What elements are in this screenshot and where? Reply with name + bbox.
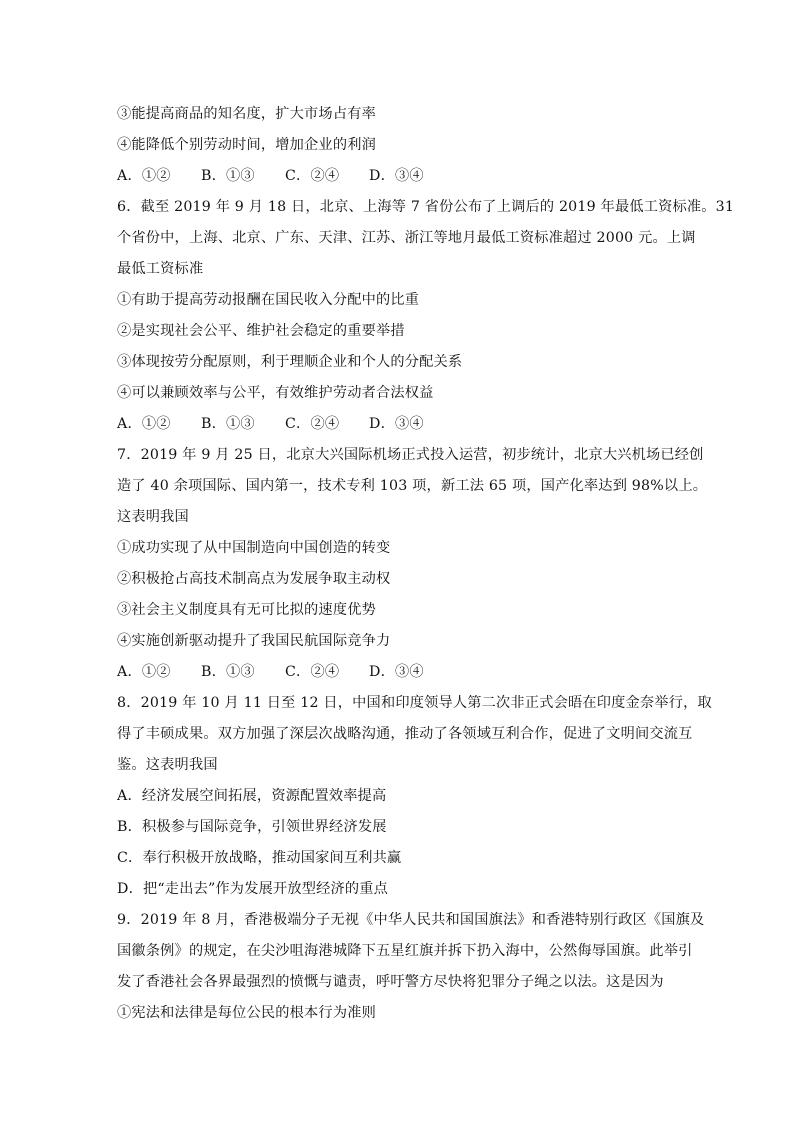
q8-option-b: B．积极参与国际竞争，引领世界经济发展 bbox=[117, 819, 387, 835]
q7-option-b: B．①③ bbox=[201, 664, 255, 680]
q6-option-c: C．②④ bbox=[285, 416, 340, 432]
q8-option-a: A．经济发展空间拓展，资源配置效率提高 bbox=[117, 788, 387, 804]
q7-option-c: C．②④ bbox=[285, 664, 340, 680]
q7-item3: ③社会主义制度具有无可比拟的速度优势 bbox=[117, 602, 376, 618]
q9-stem-line3: 发了香港社会各界最强烈的愤慨与谴责，呼吁警方尽快将犯罪分子绳之以法。这是因为 bbox=[117, 974, 664, 990]
q5-option-a: A．①② bbox=[117, 168, 171, 184]
q9-item1: ①宪法和法律是每位公民的根本行为准则 bbox=[117, 1005, 376, 1021]
q7-stem-line1: 7．2019 年 9 月 25 日，北京大兴国际机场正式投入运营，初步统计，北京大兴机场已经创 bbox=[117, 447, 704, 463]
q8-option-c: C．奉行积极开放战略，推动国家间互利共赢 bbox=[117, 850, 402, 866]
q6-item3: ③体现按劳分配原则，利于理顺企业和个人的分配关系 bbox=[117, 354, 463, 370]
q7-options bbox=[117, 661, 424, 681]
q5-option-d: D．③④ bbox=[369, 168, 424, 184]
q5-option-c: C．②④ bbox=[285, 168, 340, 184]
q7-item1: ①成功实现了从中国制造向中国创造的转变 bbox=[117, 540, 391, 556]
q6-item2: ②是实现社会公平、维护社会稳定的重要举措 bbox=[117, 323, 405, 339]
q5-option-b: B．①③ bbox=[201, 168, 255, 184]
q6-option-b: B．①③ bbox=[201, 416, 255, 432]
q5-item3: ③能提高商品的知名度，扩大市场占有率 bbox=[117, 106, 376, 122]
q6-option-a: A．①② bbox=[117, 416, 171, 432]
q7-item4: ④实施创新驱动提升了我国民航国际竞争力 bbox=[117, 633, 391, 649]
q6-stem-line1: 6．截至 2019 年 9 月 18 日，北京、上海等 7 省份公布了上调后的 2019 年最低工资标准。31 bbox=[117, 199, 735, 215]
q5-item4: ④能降低个别劳动时间，增加企业的利润 bbox=[117, 137, 376, 153]
q6-item1: ①有助于提高劳动报酬在国民收入分配中的比重 bbox=[117, 292, 420, 308]
q6-options bbox=[117, 413, 424, 433]
q8-stem-line2: 得了丰硕成果。双方加强了深层次战略沟通，推动了各领域互利合作，促进了文明间交流互 bbox=[117, 726, 693, 742]
q7-stem-line3: 这表明我国 bbox=[117, 509, 189, 525]
q6-stem-line2: 个省份中，上海、北京、广东、天津、江苏、浙江等地月最低工资标准超过 2000 元。上调 bbox=[117, 230, 696, 246]
q7-item2: ②积极抢占高技术制高点为发展争取主动权 bbox=[117, 571, 391, 587]
q9-stem-line2: 国徽条例》的规定，在尖沙咀海港城降下五星红旗并拆下扔入海中，公然侮辱国旗。此举引 bbox=[117, 943, 693, 959]
q6-stem-line3: 最低工资标准 bbox=[117, 261, 204, 277]
q8-option-d: D．把“走出去”作为发展开放型经济的重点 bbox=[117, 881, 389, 897]
q8-stem-line3: 鉴。这表明我国 bbox=[117, 757, 218, 773]
q8-stem-line1: 8．2019 年 10 月 11 日至 12 日，中国和印度领导人第二次非正式会晤在印度金奈举行，取 bbox=[117, 695, 712, 711]
q7-option-d: D．③④ bbox=[369, 664, 424, 680]
q7-stem-line2: 造了 40 余项国际、国内第一，技术专利 103 项，新工法 65 项，国产化率达到 98%以上。 bbox=[117, 478, 708, 494]
q6-option-d: D．③④ bbox=[369, 416, 424, 432]
q6-item4: ④可以兼顾效率与公平，有效维护劳动者合法权益 bbox=[117, 385, 434, 401]
q9-stem-line1: 9．2019 年 8 月，香港极端分子无视《中华人民共和国国旗法》和香港特别行政区《国旗及 bbox=[117, 912, 705, 928]
q7-option-a: A．①② bbox=[117, 664, 171, 680]
q5-options bbox=[117, 165, 424, 185]
